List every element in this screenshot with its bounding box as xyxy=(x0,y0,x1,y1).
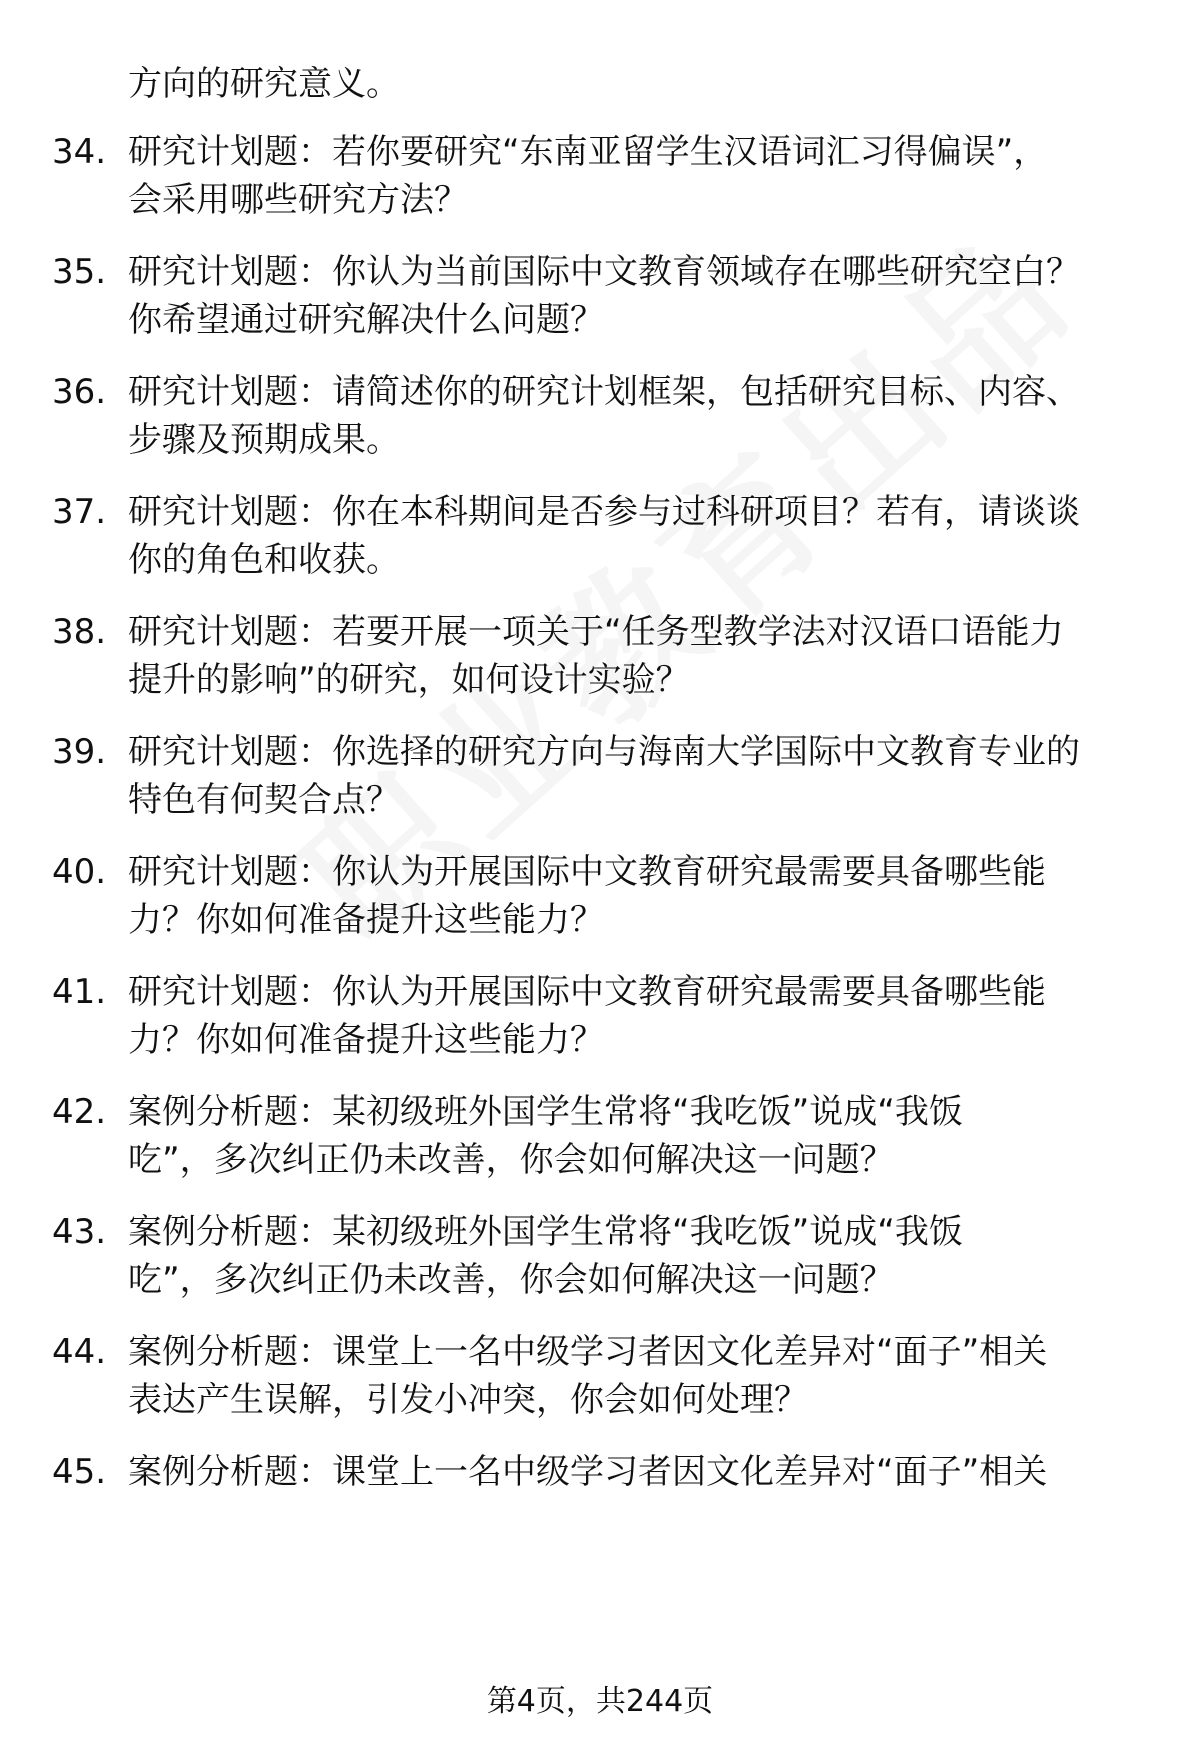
item-text xyxy=(128,1088,1148,1184)
item-text xyxy=(128,1448,1148,1496)
continuation-text: 方向的研究意义。 xyxy=(128,64,400,104)
item-text xyxy=(128,608,1148,704)
list-item xyxy=(0,968,1200,1068)
item-number: 36. xyxy=(52,372,107,412)
item-text xyxy=(128,728,1148,824)
item-number: 39. xyxy=(52,732,107,772)
item-line: 研究计划题：你认为当前国际中文教育领域存在哪些研究空白？ xyxy=(128,252,1080,292)
item-line: 研究计划题：你认为开展国际中文教育研究最需要具备哪些能 xyxy=(128,852,1046,892)
list-item xyxy=(0,1328,1200,1428)
item-text xyxy=(128,248,1148,344)
item-line: 吃”，多次纠正仍未改善，你会如何解决这一问题？ xyxy=(128,1140,894,1180)
item-line: 提升的影响”的研究，如何设计实验？ xyxy=(128,660,690,700)
list-item xyxy=(0,1448,1200,1548)
list-item xyxy=(0,128,1200,228)
list-item xyxy=(0,248,1200,348)
item-text xyxy=(128,128,1148,224)
list-item xyxy=(0,1208,1200,1308)
list-item xyxy=(0,488,1200,588)
item-number: 41. xyxy=(52,972,107,1012)
item-line: 研究计划题：你在本科期间是否参与过科研项目？若有，请谈谈 xyxy=(128,492,1080,532)
item-line: 研究计划题：你选择的研究方向与海南大学国际中文教育专业的 xyxy=(128,732,1080,772)
item-number: 38. xyxy=(52,612,107,652)
list-item xyxy=(0,368,1200,468)
item-text xyxy=(128,848,1148,944)
item-number: 35. xyxy=(52,252,107,292)
page-footer: 第4页，共244页 xyxy=(486,1684,714,1719)
item-line: 吃”，多次纠正仍未改善，你会如何解决这一问题？ xyxy=(128,1260,894,1300)
item-number: 43. xyxy=(52,1212,107,1252)
list-item xyxy=(0,1088,1200,1188)
item-line: 研究计划题：若要开展一项关于“任务型教学法对汉语口语能力 xyxy=(128,612,1064,652)
item-number: 40. xyxy=(52,852,107,892)
item-line: 你希望通过研究解决什么问题？ xyxy=(128,300,604,340)
item-line: 案例分析题：某初级班外国学生常将“我吃饭”说成“我饭 xyxy=(128,1092,963,1132)
item-line: 案例分析题：课堂上一名中级学习者因文化差异对“面子”相关 xyxy=(128,1332,1048,1372)
list-item xyxy=(0,728,1200,828)
list-item xyxy=(0,848,1200,948)
item-line: 表达产生误解，引发小冲突，你会如何处理？ xyxy=(128,1380,808,1420)
item-line: 案例分析题：课堂上一名中级学习者因文化差异对“面子”相关 xyxy=(128,1452,1048,1492)
item-line: 研究计划题：你认为开展国际中文教育研究最需要具备哪些能 xyxy=(128,972,1046,1012)
item-text xyxy=(128,1328,1148,1424)
item-line: 研究计划题：若你要研究“东南亚留学生汉语词汇习得偏误”， xyxy=(128,132,1048,172)
item-number: 37. xyxy=(52,492,107,532)
item-line: 研究计划题：请简述你的研究计划框架，包括研究目标、内容、 xyxy=(128,372,1080,412)
list-item xyxy=(0,608,1200,708)
item-number: 45. xyxy=(52,1452,107,1492)
item-text xyxy=(128,488,1148,584)
item-line: 特色有何契合点？ xyxy=(128,780,400,820)
item-line: 步骤及预期成果。 xyxy=(128,420,400,460)
item-line: 力？你如何准备提升这些能力？ xyxy=(128,900,604,940)
item-text xyxy=(128,368,1148,464)
item-line: 你的角色和收获。 xyxy=(128,540,400,580)
item-line: 会采用哪些研究方法？ xyxy=(128,180,468,220)
item-line: 案例分析题：某初级班外国学生常将“我吃饭”说成“我饭 xyxy=(128,1212,963,1252)
item-line: 力？你如何准备提升这些能力？ xyxy=(128,1020,604,1060)
item-number: 42. xyxy=(52,1092,107,1132)
item-number: 44. xyxy=(52,1332,107,1372)
item-text xyxy=(128,1208,1148,1304)
item-text xyxy=(128,968,1148,1064)
item-number: 34. xyxy=(52,132,107,172)
